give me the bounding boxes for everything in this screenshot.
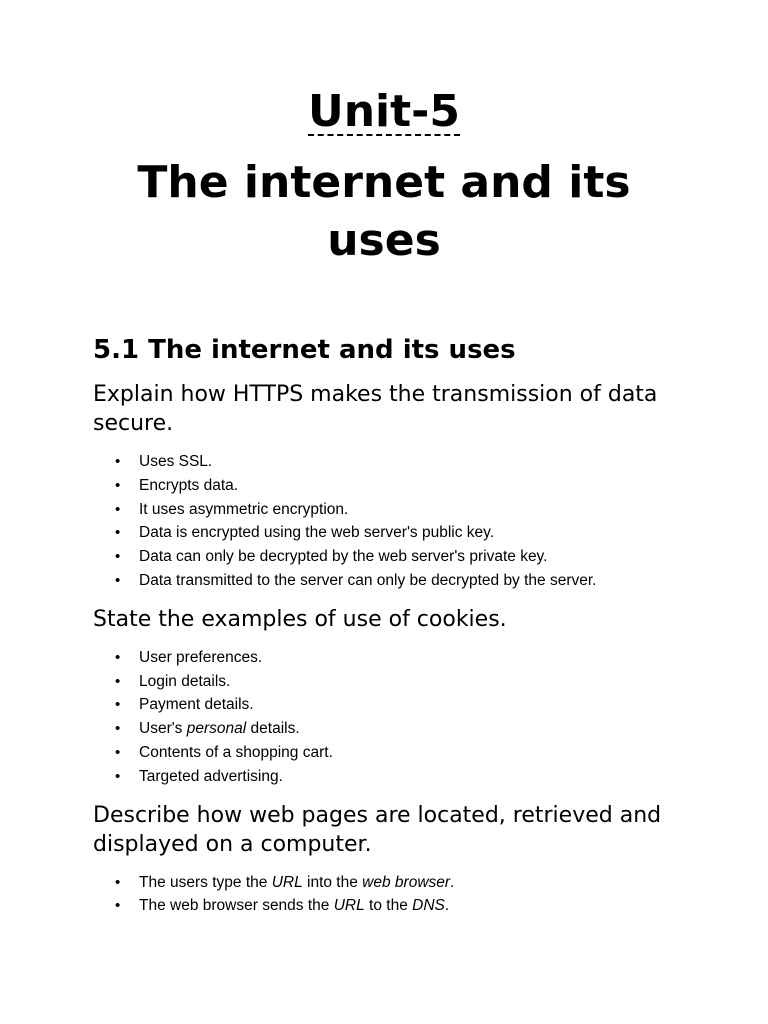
list-item: • Contents of a shopping cart.	[93, 741, 673, 765]
bullet-icon: •	[115, 453, 121, 470]
list-item: • Uses SSL.	[93, 450, 673, 474]
main-title	[0, 154, 768, 270]
list-item: • Data transmitted to the server can only be decrypted by the server.	[93, 569, 673, 593]
list-item: • Data can only be decrypted by the web server's private key.	[93, 545, 673, 569]
bullet-icon: •	[115, 897, 121, 915]
list-item: • Login details.	[93, 670, 673, 694]
content-body	[93, 332, 673, 930]
question-web-pages: Describe how web pages are located, retrieved and displayed on a computer.	[93, 802, 662, 857]
bullet-icon: •	[115, 524, 121, 542]
question-https: Explain how HTTPS makes the transmission of data secure.	[93, 382, 658, 436]
list-item: • The users type the URL into the web browser.	[93, 871, 673, 895]
list-item: • The web browser sends the URL to the DNS.	[93, 894, 673, 918]
list-item: • It uses asymmetric encryption.	[93, 498, 673, 522]
answer-list-cookies	[93, 646, 673, 789]
bullet-icon: •	[115, 720, 121, 738]
main-title-line-2: uses	[327, 215, 441, 266]
bullet-icon: •	[115, 672, 121, 690]
list-item: • Targeted advertising.	[93, 765, 673, 789]
main-title-line-1: The internet and its	[137, 157, 631, 208]
bullet-icon: •	[115, 743, 121, 761]
list-item: • Payment details.	[93, 693, 673, 717]
bullet-icon: •	[115, 648, 121, 666]
bullet-icon: •	[115, 548, 121, 566]
list-item: • Data is encrypted using the web server's public key.	[93, 521, 673, 545]
unit-title	[0, 84, 768, 140]
list-item: • Encrypts data.	[93, 474, 673, 498]
list-item: • User's personal details.	[93, 717, 673, 741]
bullet-icon: •	[115, 571, 121, 589]
bullet-icon: •	[115, 873, 121, 891]
bullet-icon: •	[115, 476, 121, 494]
section-heading: 5.1 The internet and its uses	[93, 335, 516, 365]
bullet-icon: •	[115, 500, 121, 518]
answer-list-web-pages	[93, 871, 673, 919]
bullet-icon: •	[115, 767, 121, 785]
bullet-icon: •	[115, 696, 121, 714]
question-cookies: State the examples of use of cookies.	[93, 606, 507, 632]
answer-list-https	[93, 450, 673, 593]
unit-title-text: Unit-5	[307, 86, 461, 137]
list-item: • User preferences.	[93, 646, 673, 670]
